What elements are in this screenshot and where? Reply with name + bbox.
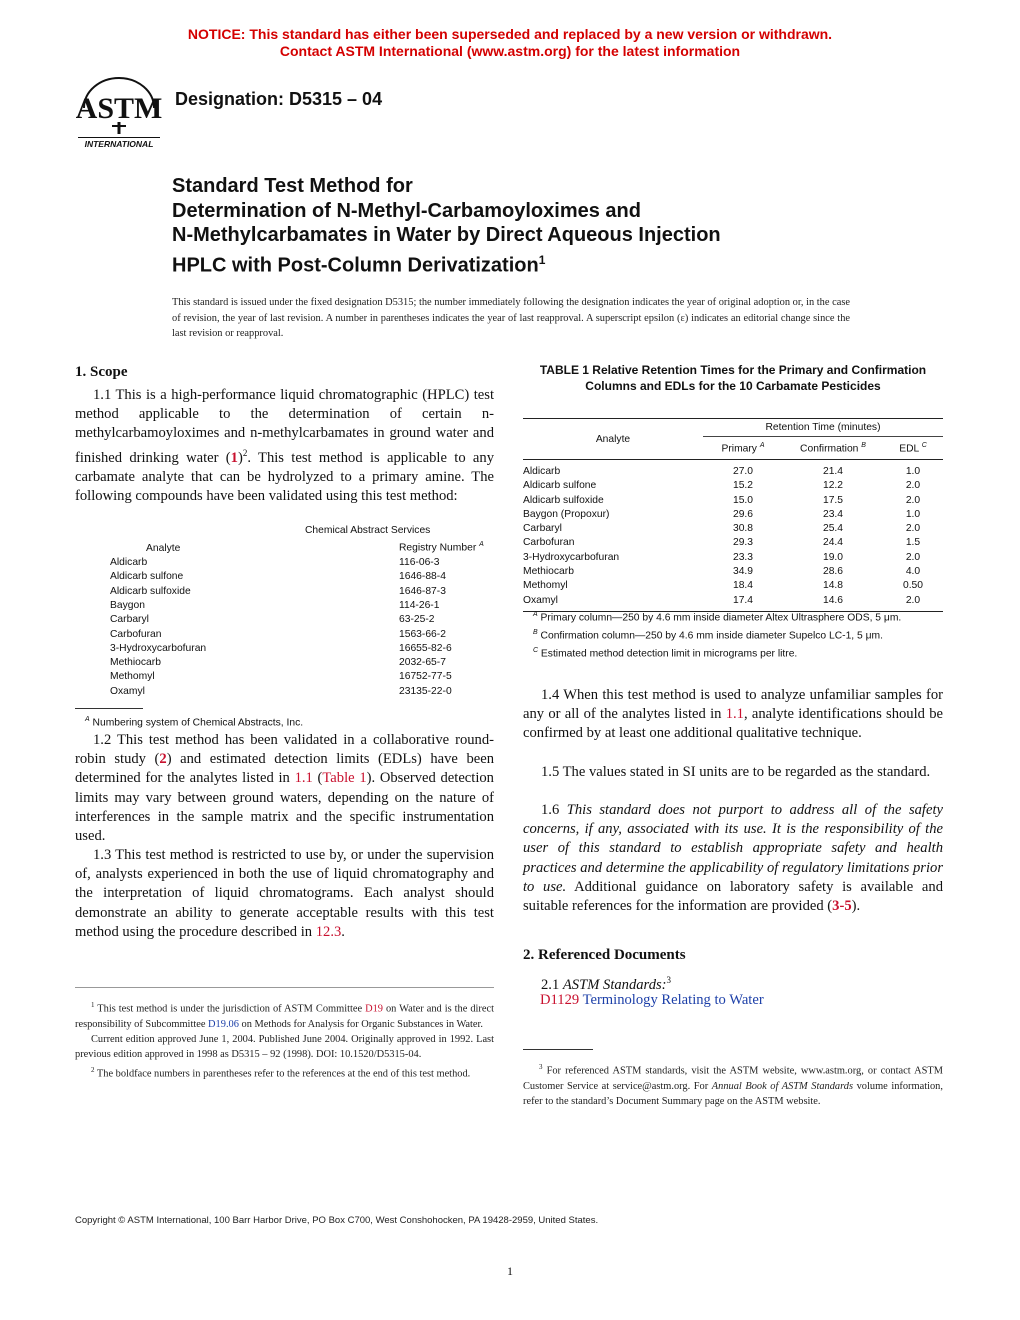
cas-head-top: Chemical Abstract Services — [305, 525, 431, 536]
table-1-row — [523, 551, 943, 565]
cas-row — [75, 670, 494, 684]
table-1-analyte: Baygon (Propoxur) — [523, 508, 610, 520]
p1-6-num: 1.6 — [541, 802, 567, 818]
table-1 — [523, 418, 943, 612]
table-1-notes — [523, 608, 943, 662]
table-1-row — [523, 494, 943, 508]
table-1-edl: 4.0 — [905, 566, 921, 578]
table-1-confirmation: 12.2 — [822, 480, 844, 492]
table-1-note-b: Confirmation column—250 by 4.6 mm inside diameter Supelco LC-1, 5 μm. — [537, 630, 883, 642]
section-link-1-1-b[interactable]: 1.1 — [725, 706, 744, 723]
table-1-analyte: Methomyl — [523, 580, 568, 592]
cas-footnote-rule — [75, 708, 143, 709]
table-1-head-primary-label: Primary — [721, 443, 757, 455]
d1129-code-link[interactable]: D1129 — [540, 992, 580, 1008]
table-1-primary: 18.4 — [732, 580, 754, 592]
table-1-note-b-mark: B — [533, 629, 538, 637]
cas-analyte: Aldicarb sulfone — [110, 571, 184, 583]
table-1-head-analyte: Analyte — [523, 419, 703, 460]
table-1-confirmation: 24.4 — [822, 537, 844, 549]
p2-1-italic: ASTM Standards: — [562, 976, 667, 993]
table-1-row — [523, 536, 943, 550]
footnote-3-text-a: For referenced ASTM standards, visit the ASTM website, www.astm.org, or contact ASTM Customer Service at service@astm.org. For — [523, 1065, 943, 1092]
logo-mark: ASTM — [76, 92, 162, 125]
footnote-1-text-a: This test method is under the jurisdiction of ASTM Committee — [94, 1003, 366, 1015]
table-1-row — [523, 508, 943, 522]
table-1-note-c: Estimated method detection limit in micrograms per litre. — [538, 648, 798, 660]
p2-1-num: 2.1 — [541, 976, 563, 993]
table-1-head-confirmation-mark: B — [861, 441, 866, 449]
p1-2-text-b: ) and estimated detection limits (EDLs) have been determined for the analytes listed in — [75, 751, 494, 787]
notice-line-2: Contact ASTM International (www.astm.org) for the latest information — [279, 43, 741, 59]
table-1-analyte: Carbofuran — [523, 537, 575, 549]
table-1-analyte: Aldicarb sulfoxide — [523, 494, 604, 506]
cas-analyte: Baygon — [110, 599, 145, 611]
table-1-head-edl-label: EDL — [899, 443, 919, 455]
footnote-3 — [523, 1060, 943, 1109]
table-1-confirmation: 19.0 — [822, 551, 844, 563]
cas-row — [75, 656, 494, 670]
section-link-12-3[interactable]: 12.3 — [315, 923, 342, 940]
title-line-1: Standard Test Method for — [172, 175, 413, 197]
footnote-2-text: The boldface numbers in parentheses refer to the references at the end of this test method. — [94, 1068, 471, 1080]
footnote-rule-left — [75, 987, 494, 988]
table-1-analyte: Carbaryl — [523, 523, 562, 535]
cas-analyte: 3-Hydroxycarbofuran — [110, 642, 207, 654]
table-1-edl: 1.0 — [883, 460, 943, 480]
table-1-edl: 1.5 — [905, 537, 921, 549]
scope-heading: 1. Scope — [75, 364, 128, 380]
cas-number: 2032-65-7 — [399, 657, 446, 669]
d1129-reference[interactable] — [540, 992, 764, 1009]
cas-row — [75, 599, 494, 613]
table-1-caption: TABLE 1 Relative Retention Times for the Primary and Confirmation Columns and EDLs for the 10 Carbamate Pesticides — [539, 363, 927, 393]
table-1-edl: 0.50 — [902, 580, 924, 592]
cas-footnote-text: Numbering system of Chemical Abstracts, Inc. — [89, 717, 304, 729]
notice-line-1: NOTICE: This standard has either been superseded and replaced by a new version or withdrawn. — [187, 26, 833, 42]
cas-row — [75, 642, 494, 656]
table-1-primary: 23.3 — [732, 551, 754, 563]
footnote-1-mark: 1 — [91, 1001, 95, 1009]
committee-d19-link[interactable]: D19 — [365, 1003, 383, 1015]
table-1-head-confirmation-label: Confirmation — [800, 443, 859, 455]
d1129-title-link[interactable]: Terminology Relating to Water — [579, 992, 764, 1008]
cas-analyte: Aldicarb — [110, 557, 148, 569]
p1-4-text-b: , analyte identifications should be confirmed by at least one additional qualitative technique. — [523, 706, 943, 742]
reference-link-2[interactable]: 2 — [159, 751, 167, 768]
table-1-row — [523, 579, 943, 593]
cas-head-registry: Registry Number — [399, 542, 477, 554]
cas-analyte: Methomyl — [110, 671, 155, 683]
table-1-head-edl-mark: C — [921, 441, 927, 449]
table-1-head-edl — [883, 437, 943, 460]
footnote-3-italic: Annual Book of ASTM Standards — [711, 1080, 854, 1092]
p1-2-text-d: ). Observed detection limits may vary between ground waters, depending on the nature of interferences in the sample matrix and the specific instrumentation used. — [75, 770, 494, 845]
cas-head-registry-mark: A — [479, 541, 484, 549]
table-1-analyte: Oxamyl — [523, 594, 703, 612]
footnote-2-mark: 2 — [91, 1065, 95, 1074]
paragraph-1-2 — [75, 731, 494, 846]
cas-number: 16655-82-6 — [399, 642, 452, 654]
table-1-head-primary-mark: A — [759, 441, 765, 449]
table-1-note-c-mark: C — [533, 647, 539, 655]
paragraph-1-4 — [523, 686, 943, 744]
document-title — [172, 174, 872, 278]
title-line-3: N-Methylcarbamates in Water by Direct Aqueous Injection — [172, 224, 721, 246]
subcommittee-d19-06-link[interactable]: D19.06 — [208, 1018, 239, 1030]
cas-footnote — [85, 716, 303, 728]
reference-link-3-5[interactable]: 3-5 — [832, 898, 852, 915]
title-line-4: HPLC with Post-Column Derivatization — [172, 254, 539, 277]
p1-5-text: 1.5 The values stated in SI units are to be regarded as the standard. — [541, 764, 931, 780]
table-1-confirmation: 28.6 — [822, 566, 844, 578]
cas-number: 16752-77-5 — [399, 671, 452, 683]
table-1-primary: 29.3 — [732, 537, 754, 549]
cas-row — [75, 628, 494, 642]
astm-logo-icon — [76, 74, 162, 152]
cas-analyte: Methiocarb — [110, 657, 161, 669]
cas-number: 114-26-1 — [399, 599, 440, 611]
cas-row — [75, 570, 494, 584]
paragraph-1-6 — [523, 801, 943, 916]
footnote-1-text-b: on Water and is the direct responsibility of Subcommittee — [75, 1003, 494, 1030]
table-1-primary: 34.9 — [732, 566, 754, 578]
p1-4-text-a: 1.4 When this test method is used to analyze unfamiliar samples for any or all of the analytes listed in — [523, 687, 943, 723]
cas-head-analyte: Analyte — [146, 542, 181, 554]
table-1-confirmation: 17.5 — [822, 494, 844, 506]
table-1-analyte: 3-Hydroxycarbofuran — [523, 551, 620, 563]
cas-number: 1646-87-3 — [399, 585, 446, 597]
p1-1-paren: ) — [237, 449, 243, 466]
cas-registry-table — [75, 524, 494, 699]
title-line-2: Determination of N-Methyl-Carbamoyloximes and — [172, 199, 641, 222]
table-1-primary: 15.0 — [732, 494, 754, 506]
designation: Designation: D5315 – 04 — [175, 89, 383, 109]
copyright: Copyright © ASTM International, 100 Barr Harbor Drive, PO Box C700, West Conshohocken, PA 19428-2959, United States. — [75, 1215, 599, 1226]
cas-number: 1563-66-2 — [399, 628, 446, 640]
table-1-analyte: Aldicarb — [523, 460, 703, 480]
table-1-confirmation: 14.6 — [783, 594, 883, 612]
table-1-edl: 2.0 — [905, 494, 921, 506]
title-footnote-mark: 1 — [538, 252, 546, 267]
p1-3-text: 1.3 This test method is restricted to use by, or under the supervision of, analysts experienced in both the use of liquid chromatography and the interpretation of liquid chromatograms. Each analyst should demonstrate an ability to generate acceptable results with this test method using the procedure described in — [75, 847, 494, 940]
cas-number: 116-06-3 — [399, 557, 440, 569]
table-1-confirmation: 21.4 — [783, 460, 883, 480]
table-1-edl: 2.0 — [905, 523, 921, 535]
cas-number: 63-25-2 — [399, 614, 435, 626]
table-1-head-confirmation — [783, 437, 883, 460]
cas-analyte: Carbaryl — [110, 614, 149, 626]
paragraph-1-3 — [75, 846, 494, 942]
table-1-confirmation: 14.8 — [822, 580, 844, 592]
footnote-3-text-b: volume information, refer to the standard’s Document Summary page on the ASTM website. — [523, 1080, 943, 1108]
p1-6-text-a: Additional guidance on laboratory safety is available and suitable references for the information are provided ( — [523, 878, 943, 915]
cas-row — [75, 685, 494, 699]
footnote-1-text-c: on Methods for Analysis for Organic Substances in Water. — [238, 1018, 484, 1030]
table-1-row — [523, 479, 943, 493]
cas-number: 1646-88-4 — [399, 571, 446, 583]
cas-analyte: Oxamyl — [110, 685, 145, 697]
p1-1-text-rest: . This test method is applicable to any carbamate analyte that can be hydrolyzed to a primary amine. The following compounds have been validated using this test method: — [75, 449, 494, 504]
footnote-mark-3: 3 — [666, 975, 672, 985]
p1-2-text-a: 1.2 This test method has been validated in a collaborative round-robin study ( — [75, 732, 494, 768]
footnote-3-mark: 3 — [539, 1063, 543, 1071]
cas-row — [75, 585, 494, 599]
table-1-note-a-mark: A — [533, 611, 538, 618]
p1-1-text: 1.1 This is a high-performance liquid chromatographic (HPLC) test method applicable to the determination of certain n-methylcarbamoyloximes and n-methylcarbamates in ground water and finished drinking water ( — [75, 387, 494, 466]
p1-3-period: . — [341, 923, 345, 940]
table-1-edl: 2.0 — [905, 551, 921, 563]
page-number: 1 — [507, 1264, 513, 1278]
table-1-row — [523, 522, 943, 536]
reference-link-1[interactable]: 1 — [230, 449, 238, 466]
cas-footnote-mark: A — [85, 716, 90, 723]
footnotes-left — [75, 998, 494, 1081]
table-1-row — [523, 460, 943, 480]
referenced-documents-heading: 2. Referenced Documents — [523, 947, 686, 963]
paragraph-1-5 — [523, 763, 943, 782]
table-1-row — [523, 565, 943, 579]
withdrawal-notice — [0, 26, 1020, 60]
cas-row — [75, 613, 494, 627]
table-1-primary: 27.0 — [703, 460, 783, 480]
table-1-confirmation: 23.4 — [822, 508, 844, 520]
paragraph-1-1 — [75, 386, 494, 506]
table-1-edl: 1.0 — [905, 508, 921, 520]
table-1-link[interactable]: Table 1 — [322, 770, 367, 787]
footnote-mark-2: 2 — [242, 447, 248, 458]
p1-6-safety-italic: This standard does not purport to address all of the safety concerns, if any, associated with its use. It is the responsibility of the user of this standard to establish appropriate safety and health practices and determine the applicability of regulatory limitations prior to use. — [523, 802, 943, 895]
section-link-1-1[interactable]: 1.1 — [294, 770, 313, 787]
p1-6-text-b: ). — [851, 898, 861, 915]
logo-sub: INTERNATIONAL — [84, 139, 154, 149]
table-1-primary: 30.8 — [732, 523, 754, 535]
table-1-note-a: Primary column—250 by 4.6 mm inside diameter Altex Ultrasphere ODS, 5 μm. — [537, 612, 902, 624]
footnote-rule-right — [523, 1049, 593, 1050]
table-1-head-group: Retention Time (minutes) — [703, 419, 943, 437]
issued-statement: This standard is issued under the fixed designation D5315; the number immediately following the designation indicates the year of original adoption or, in the case of revision, the year of last revision. A number in parentheses indicates the year of last reapproval. A superscript epsilon (ε) indicates an editorial change since the last revision or reapproval. — [172, 297, 850, 339]
table-1-confirmation: 25.4 — [822, 523, 844, 535]
table-1-head-primary — [703, 437, 783, 460]
cas-row — [75, 556, 494, 570]
table-1-analyte: Aldicarb sulfone — [523, 480, 597, 492]
table-1-primary: 15.2 — [732, 480, 754, 492]
table-1-primary: 17.4 — [703, 594, 783, 612]
table-1-primary: 29.6 — [732, 508, 754, 520]
table-1-edl: 2.0 — [905, 480, 921, 492]
p1-2-text-c: ( — [312, 770, 323, 787]
astm-logo — [76, 74, 162, 152]
cas-analyte: Carbofuran — [110, 628, 162, 640]
table-1-edl: 2.0 — [883, 594, 943, 612]
footnote-1-edition: Current edition approved June 1, 2004. Published June 2004. Originally approved in 1992. Last previous edition approved in 1998 as D5315 – 92 (1998). DOI: 10.1520/D5315-04. — [75, 1034, 494, 1061]
cas-analyte: Aldicarb sulfoxide — [110, 585, 191, 597]
table-1-analyte: Methiocarb — [523, 566, 574, 578]
cas-number: 23135-22-0 — [399, 685, 452, 697]
